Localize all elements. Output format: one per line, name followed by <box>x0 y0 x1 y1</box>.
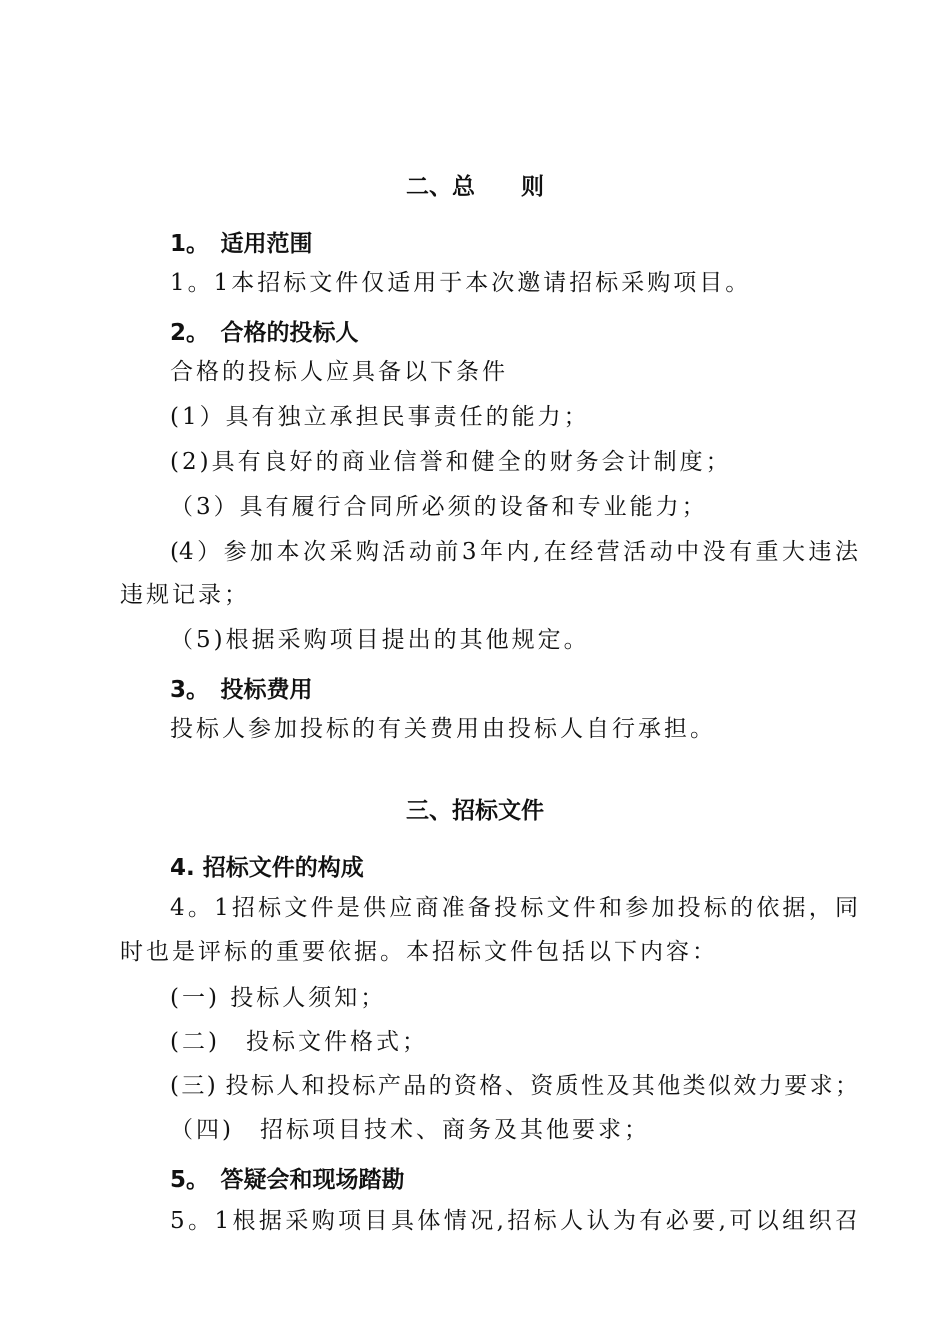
condition-3: （3）具有履行合同所必须的设备和专业能力； <box>170 494 708 520</box>
composition-item-2: (二) 投标文件格式； <box>170 1029 428 1055</box>
condition-4-line1: (4）参加本次采购活动前3年内,在经营活动中没有重大违法 <box>170 539 858 565</box>
condition-4-line2: 违规记录； <box>120 582 250 608</box>
heading-q-and-a-site-visit: 5。 答疑会和现场踏勘 <box>170 1167 405 1193</box>
paragraph-bid-costs: 投标人参加投标的有关费用由投标人自行承担。 <box>170 716 716 742</box>
paragraph-composition-line2: 时也是评标的重要依据。本招标文件包括以下内容： <box>120 939 718 965</box>
heading-qualified-bidder: 2。 合格的投标人 <box>170 320 359 346</box>
paragraph-scope: 1。1本招标文件仅适用于本次邀请招标采购项目。 <box>170 270 752 296</box>
heading-scope: 1。 适用范围 <box>170 231 313 257</box>
condition-5: （5)根据采购项目提出的其他规定。 <box>170 627 590 653</box>
heading-bid-costs: 3。 投标费用 <box>170 677 313 703</box>
heading-document-composition: 4. 招标文件的构成 <box>170 855 364 881</box>
condition-2: (2)具有良好的商业信誉和健全的财务会计制度； <box>170 449 732 475</box>
paragraph-site-visit-line1: 5。1根据采购项目具体情况,招标人认为有必要,可以组织召 <box>170 1208 858 1234</box>
composition-item-3: (三) 投标人和投标产品的资格、资质性及其他类似效力要求； <box>170 1073 858 1099</box>
composition-item-1: (一) 投标人须知； <box>170 985 387 1011</box>
paragraph-composition-line1: 4。1招标文件是供应商准备投标文件和参加投标的依据，同 <box>170 895 858 921</box>
condition-1: (1）具有独立承担民事责任的能力； <box>170 404 590 430</box>
composition-item-4: （四) 招标项目技术、商务及其他要求； <box>170 1117 650 1143</box>
section-title-tender-documents: 三、招标文件 <box>406 798 544 824</box>
paragraph-conditions-intro: 合格的投标人应具备以下条件 <box>170 359 508 385</box>
section-title-general: 二、总 则 <box>406 174 544 200</box>
